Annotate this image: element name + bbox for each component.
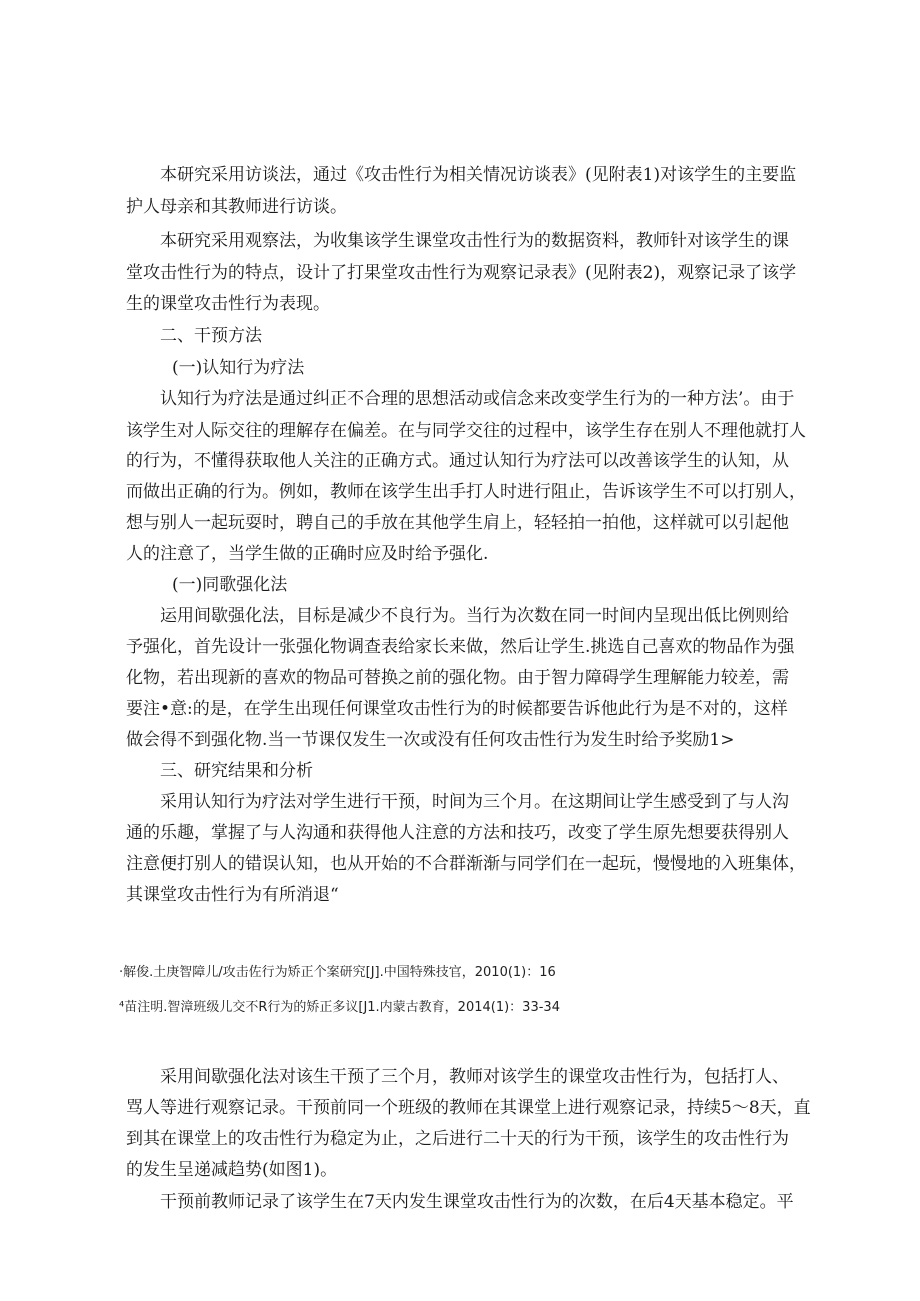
paragraph-reinforcement-line-2: 予强化，首先设计一张强化物调查表给家长来做，然后让学生.挑选自己喜欢的物品作为强 bbox=[126, 637, 795, 657]
paragraph-observation-results-line-2: 骂人等进行观察记录。干预前同一个班级的教师在其课堂上进行观察记录，持续5〜8天，直 bbox=[126, 1098, 811, 1118]
paragraph-reinforcement-line-3: 化物，若出现新的喜欢的物品可替换之前的强化物。由于智力障碍学生理解能力较差，需 bbox=[126, 668, 789, 688]
section-heading-results: 三、研究结果和分析 bbox=[160, 761, 313, 781]
paragraph-observation-results-line-1: 采用间歇强化法对该生干预了三个月，教师对该学生的课堂攻击性行为，包括打人、 bbox=[160, 1067, 789, 1087]
paragraph-results-line-3: 注意便打别人的错误认知，也从开始的不合群渐渐与同学们在一起玩，慢慢地的入班集体， bbox=[126, 854, 806, 874]
footnote-1: ·解俊.土庚智障儿/攻击佐行为矫正个案研究[J].中国特殊技官，2010(1)：16 bbox=[119, 965, 556, 980]
paragraph-cognitive-line-2: 该学生对人际交往的理解存在偏差。在与同学交往的过程中，该学生存在别人不理他就打人 bbox=[126, 421, 806, 441]
paragraph-results-line-2: 通的乐趣，掌握了与人沟通和获得他人注意的方法和技巧，改变了学生原先想要获得别人 bbox=[126, 823, 789, 843]
paragraph-reinforcement-line-4: 要注•意:的是，在学生出现任何课堂攻击性行为的时候都要告诉他此行为是不对的，这样 bbox=[126, 699, 788, 719]
paragraph-observation-results-line-3: 到其在课堂上的攻击性行为稳定为止，之后进行二十天的行为干预，该学生的攻击性行为 bbox=[126, 1129, 789, 1149]
paragraph-observation-line-3: 生的课堂攻击性行为表现。 bbox=[126, 294, 330, 314]
paragraph-interview-line-1: 本研究采用访谈法，通过《攻击性行为相关情况访谈表》(见附表1)对该学生的主要监 bbox=[160, 165, 797, 185]
paragraph-cognitive-line-4: 而做出正确的行为。例如，教师在该学生出手打人时进行阻止，告诉该学生不可以打别人， bbox=[126, 482, 806, 502]
paragraph-observation-line-2: 堂攻击性行为的特点，设计了打果堂攻击性行为观察记录表》(见附表2)，观察记录了该学 bbox=[126, 263, 797, 283]
footnote-2: ⁴苗注明.智漳班级儿交不R行为的矫正多议[J1.内蒙古教育，2014(1)：33-34 bbox=[119, 1000, 560, 1015]
section-heading-intervention: 二、干预方法 bbox=[160, 326, 262, 346]
paragraph-interview-line-2: 护人母亲和其教师进行访谈。 bbox=[126, 197, 347, 217]
paragraph-cognitive-line-5: 想与别人一起玩耍时，聘自己的手放在其他学生肩上，轻轻拍一拍他，这样就可以引起他 bbox=[126, 513, 789, 533]
subsection-heading-cognitive: (一)认知行为疗法 bbox=[172, 358, 305, 378]
paragraph-cognitive-line-3: 的行为，不懂得获取他人关注的正确方式。通过认知行为疗法可以改善该学生的认知，从 bbox=[126, 451, 789, 471]
paragraph-reinforcement-line-1: 运用间歇强化法，目标是减少不良行为。当行为次数在同一时间内呈现出低比例则给 bbox=[160, 606, 789, 626]
paragraph-results-line-4: 其课堂攻击性行为有所消退“ bbox=[126, 885, 339, 905]
paragraph-cognitive-line-1: 认知行为疗法是通过纠正不合理的思想活动或信念来改变学生行为的一种方法’。由于 bbox=[160, 389, 795, 409]
paragraph-baseline-line-1: 干预前教师记录了该学生在7天内发生课堂攻击性行为的次数，在后4天基本稳定。平 bbox=[160, 1192, 794, 1212]
paragraph-reinforcement-line-5: 做会得不到强化物.当一节课仅发生一次或没有任何攻击性行为发生时给予奖励1> bbox=[126, 730, 735, 750]
paragraph-observation-results-line-4: 的发生呈递减趋势(如图1)。 bbox=[126, 1160, 338, 1180]
paragraph-observation-line-1: 本研究采用观察法，为收集该学生课堂攻击性行为的数据资料，教师针对该学生的课 bbox=[160, 231, 789, 251]
paragraph-results-line-1: 采用认知行为疗法对学生进行干预，时间为三个月。在这期间让学生感受到了与人沟 bbox=[160, 792, 789, 812]
subsection-heading-reinforcement: (一)同歌强化法 bbox=[172, 575, 288, 595]
paragraph-cognitive-line-6: 人的注意了，当学生做的正确时应及时给予强化. bbox=[126, 544, 489, 564]
